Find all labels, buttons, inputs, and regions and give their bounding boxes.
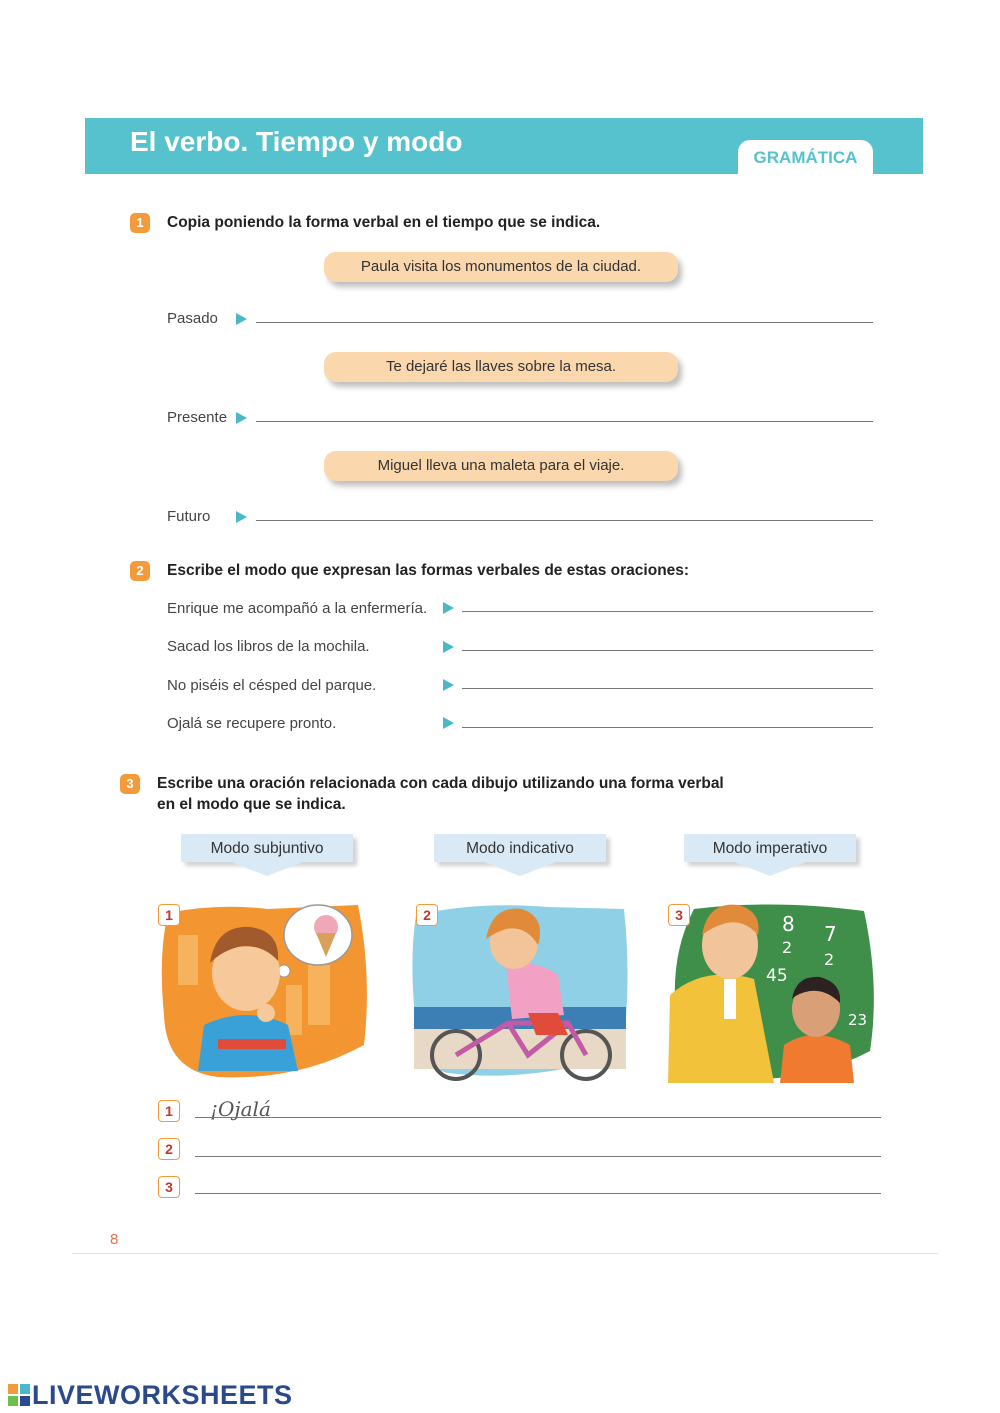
exercise-3-instruction-line-2: en el modo que se indica. [157, 796, 346, 813]
ex2-sentence-1: Enrique me acompañó a la enfermería. [167, 600, 428, 617]
exercise-2-instruction: Escribe el modo que expresan las formas verbales de estas oraciones: [167, 562, 690, 579]
mode-label-indicativo: Modo indicativo [434, 834, 606, 862]
arrow-icon [443, 641, 454, 653]
page-title: El verbo. Tiempo y modo [130, 126, 463, 157]
page-number: 8 [110, 1231, 119, 1248]
ex2-sentence-2: Sacad los libros de la mochila. [167, 638, 370, 655]
ex1-answer-line-2[interactable] [256, 421, 873, 422]
ex2-answer-line-4[interactable] [462, 727, 873, 728]
arrow-icon [236, 313, 247, 325]
picture-3-number: 3 [668, 904, 690, 926]
mode-label-imperativo: Modo imperativo [684, 834, 856, 862]
ex2-answer-line-1[interactable] [462, 611, 873, 612]
exercise-3-instruction-line-1: Escribe una oración relacionada con cada dibujo utilizando una forma verbal [157, 775, 724, 792]
exercise-3-number: 3 [120, 774, 140, 794]
board-d1: 2 [782, 938, 793, 957]
ex1-answer-line-1[interactable] [256, 322, 873, 323]
arrow-icon [443, 679, 454, 691]
ex1-sentence-3: Miguel lleva una maleta para el viaje. [324, 451, 678, 481]
answer-line-3[interactable] [195, 1193, 881, 1194]
answer-line-1[interactable] [195, 1117, 881, 1118]
answer-3-number: 3 [158, 1176, 180, 1198]
ex1-label-futuro: Futuro [167, 508, 211, 525]
ex1-answer-line-3[interactable] [256, 520, 873, 521]
section-tab: GRAMÁTICA [738, 140, 873, 174]
board-d2: 2 [824, 950, 835, 969]
page-divider [72, 1253, 938, 1254]
ex2-sentence-3: No piséis el césped del parque. [167, 677, 377, 694]
board-v3: 45 [766, 966, 788, 986]
answer-1-handwriting: ¡Ojalá [210, 1097, 271, 1121]
ex1-sentence-1: Paula visita los monumentos de la ciudad. [324, 252, 678, 282]
picture-1-number: 1 [158, 904, 180, 926]
ex1-label-pasado: Pasado [167, 310, 218, 327]
answer-1-number: 1 [158, 1100, 180, 1122]
answer-line-2[interactable] [195, 1156, 881, 1157]
liveworksheets-brand: LIVEWORKSHEETS [32, 1380, 293, 1410]
ex1-label-presente: Presente [167, 409, 228, 426]
illustration-boy-ice-cream [158, 895, 374, 1083]
board-v4: 23 [848, 1011, 868, 1029]
exercise-1-instruction: Copia poniendo la forma verbal en el tiempo que se indica. [167, 214, 601, 231]
ex2-sentence-4: Ojalá se recupere pronto. [167, 715, 337, 732]
arrow-icon [443, 602, 454, 614]
exercise-1-number: 1 [130, 213, 150, 233]
board-n2: 7 [824, 922, 837, 946]
board-n1: 8 [782, 912, 795, 936]
mode-label-subjuntivo: Modo subjuntivo [181, 834, 353, 862]
ex2-answer-line-2[interactable] [462, 650, 873, 651]
arrow-icon [236, 511, 247, 523]
liveworksheets-logo-icon [8, 1384, 30, 1406]
ex2-answer-line-3[interactable] [462, 688, 873, 689]
arrow-icon [443, 717, 454, 729]
answer-2-number: 2 [158, 1138, 180, 1160]
illustration-teacher-chalkboard [664, 895, 880, 1085]
illustration-girl-bicycle [408, 895, 632, 1083]
ex1-sentence-2: Te dejaré las llaves sobre la mesa. [324, 352, 678, 382]
picture-2-number: 2 [416, 904, 438, 926]
arrow-icon [236, 412, 247, 424]
exercise-2-number: 2 [130, 561, 150, 581]
